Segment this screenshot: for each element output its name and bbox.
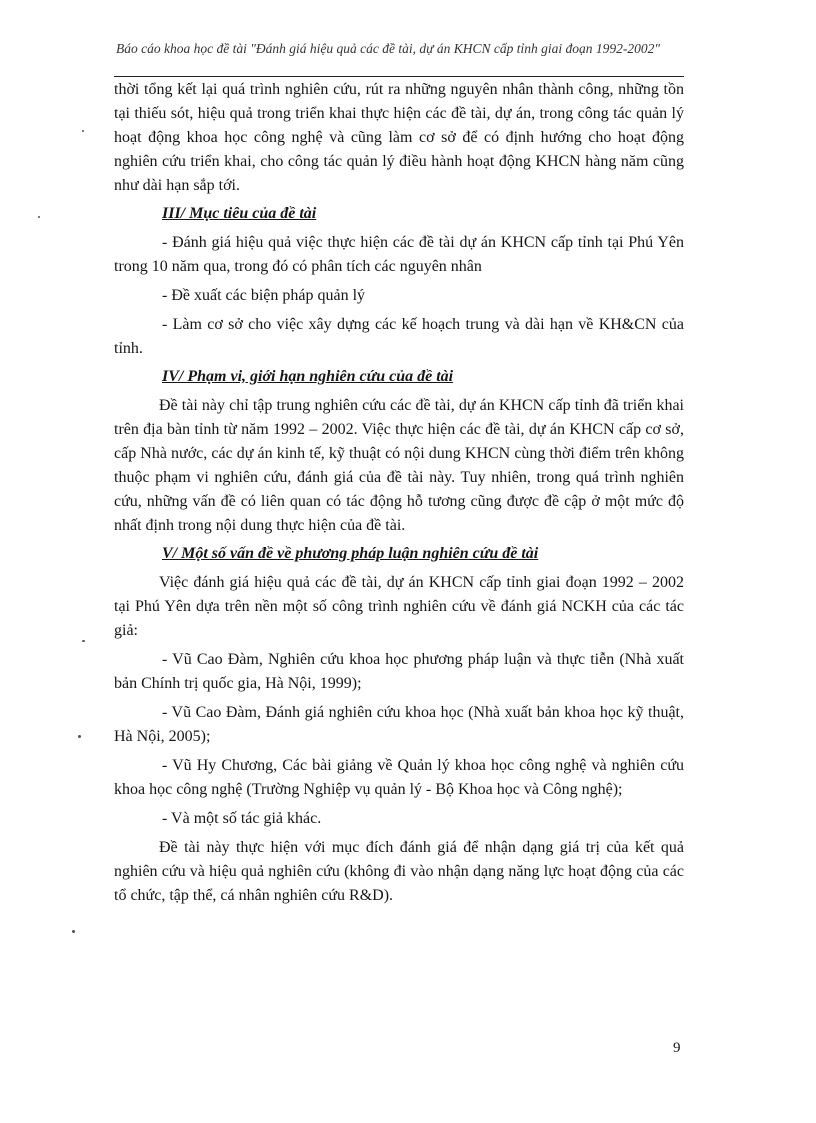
section-3-item: - Đánh giá hiệu quả việc thực hiện các đề tài dự án KHCN cấp tỉnh tại Phú Yên trong 10 năm qua, trong đó có phân tích các nguyên nhân [114, 234, 684, 275]
header-divider [114, 76, 684, 77]
section-4-heading: IV/ Phạm vi, giới hạn nghiên cứu của đề tài [162, 368, 454, 385]
page-number: 9 [673, 1040, 681, 1056]
scan-speck [82, 130, 84, 132]
section-5-closing: Đề tài này thực hiện với mục đích đánh giá để nhận dạng giá trị của kết quả nghiên cứu và hiệu quả nghiên cứu (không đi vào nhận dạng năng lực hoạt động của các tổ chức, tập thể, cá nhân nghiên cứu R&D). [114, 839, 684, 904]
section-3-item: - Đề xuất các biện pháp quản lý [162, 287, 366, 304]
section-5-paragraph: Việc đánh giá hiệu quả các đề tài, dự án KHCN cấp tỉnh giai đoạn 1992 – 2002 tại Phú Yên dựa trên nền một số công trình nghiên cứu về đánh giá NCKH của các tác giả: [114, 574, 684, 639]
scan-speck [72, 930, 75, 933]
scan-speck [78, 735, 81, 738]
reference-item: - Và một số tác giả khác. [162, 810, 322, 827]
scan-speck [82, 640, 85, 642]
scan-speck [38, 216, 40, 218]
page-body [114, 78, 684, 913]
section-3-heading: III/ Mục tiêu của đề tài [162, 205, 317, 222]
section-5-heading: V/ Một số vấn đề về phương pháp luận nghiên cứu đề tài [162, 545, 539, 562]
section-4-paragraph: Đề tài này chỉ tập trung nghiên cứu các đề tài, dự án KHCN cấp tỉnh đã triển khai trên địa bàn tỉnh từ năm 1992 – 2002. Việc thực hiện các đề tài, dự án KHCN cấp cơ sở, cấp Nhà nước, các dự án kinh tế, kỹ thuật có nội dung KHCN cùng thời điểm trên không thuộc phạm vi nghiên cứu, đánh giá của đề tài này. Tuy nhiên, trong quá trình nghiên cứu, những vấn đề có liên quan có tác động hỗ tương cũng được đề cập ở một mức độ nhất định trong nội dung thực hiện của đề tài. [114, 397, 684, 534]
intro-paragraph: thời tổng kết lại quá trình nghiên cứu, rút ra những nguyên nhân thành công, những tồn tại thiếu sót, hiệu quả trong triển khai thực hiện các đề tài, dự án, trong công tác quản lý hoạt động khoa học công nghệ và cũng làm cơ sở để có định hướng cho hoạt động nghiên cứu triển khai, cho công tác quản lý điều hành hoạt động KHCN hàng năm cũng như dài hạn sắp tới. [114, 81, 684, 194]
running-header: Báo cáo khoa học đề tài "Đánh giá hiệu quả các đề tài, dự án KHCN cấp tỉnh giai đoạn 1992-2002" [116, 41, 661, 56]
reference-item: - Vũ Cao Đàm, Đánh giá nghiên cứu khoa học (Nhà xuất bản khoa học kỹ thuật, Hà Nội, 2005); [114, 704, 684, 745]
section-3-item: - Làm cơ sở cho việc xây dựng các kế hoạch trung và dài hạn về KH&CN của tỉnh. [114, 316, 684, 357]
reference-item: - Vũ Cao Đàm, Nghiên cứu khoa học phương pháp luận và thực tiễn (Nhà xuất bản Chính trị quốc gia, Hà Nội, 1999); [114, 651, 684, 692]
reference-item: - Vũ Hy Chương, Các bài giảng về Quản lý khoa học công nghệ và nghiên cứu khoa học công nghệ (Trường Nghiệp vụ quản lý - Bộ Khoa học và Công nghệ); [114, 757, 684, 798]
